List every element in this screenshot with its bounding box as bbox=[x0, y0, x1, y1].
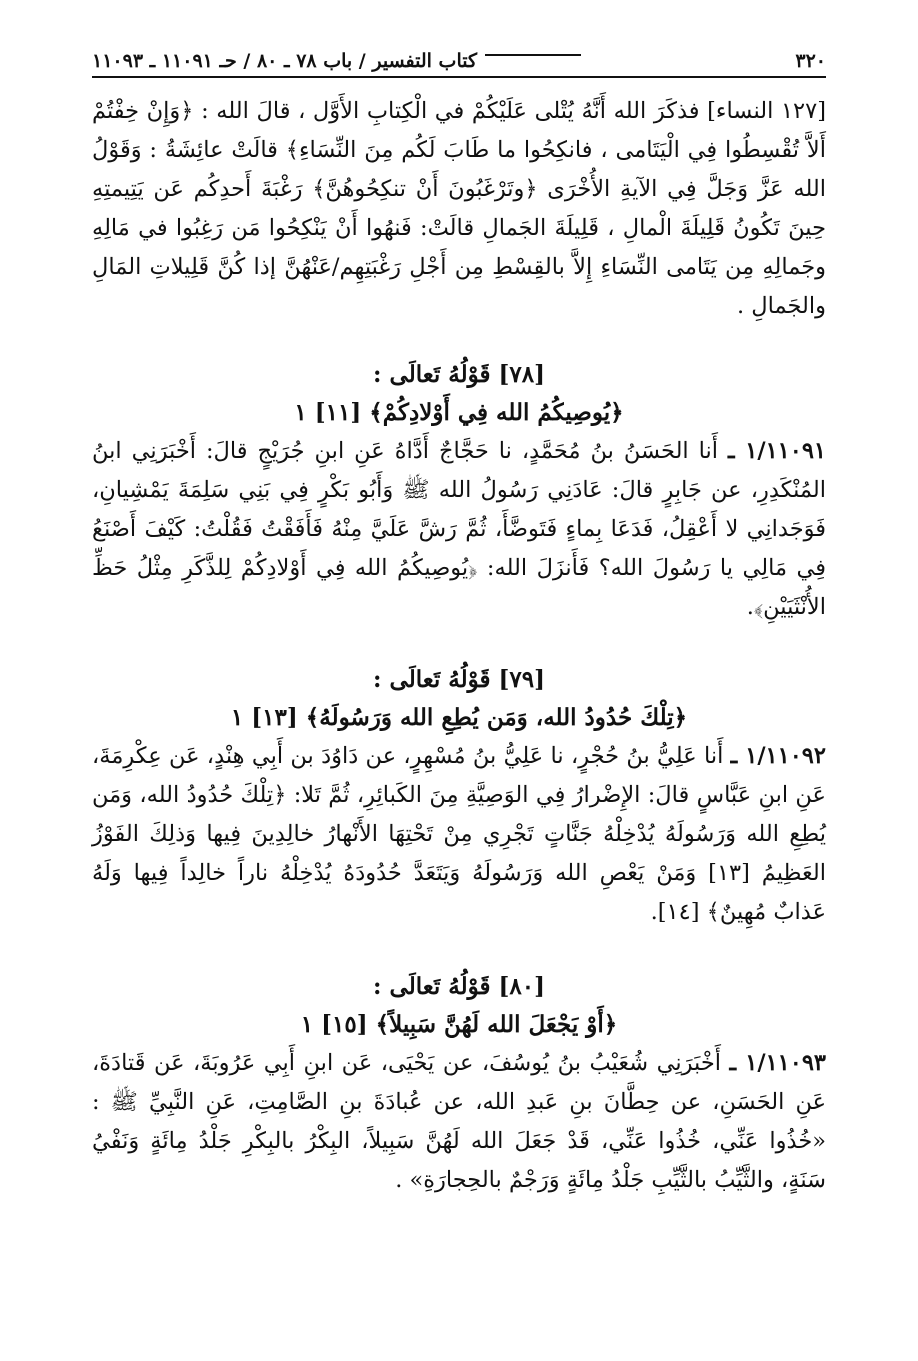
section-78 bbox=[92, 356, 826, 627]
section-heading: [٧٩] قَوْلُهُ تَعالَى : bbox=[373, 666, 545, 693]
hadith-text: أَنا عَلِيُّ بنُ حُجْرٍ، نا عَلِيُّ بنُ مُسْهِرٍ، عن دَاوُدَ بن أَبِي هِنْدٍ، عَن عِكْرِمَةَ، عَنِ ابنِ عَبَّاسٍ قالَ: الإِضْرارُ فِي الوَصِيَّةِ مِنَ الكَبائِرِ، ثُمَّ تَلا: ﴿تِلْكَ حُدُودُ الله، وَمَن يُطِعِ الله وَرَسُولَهُ يُدْخِلْهُ جَنَّاتٍ تَجْرِي مِنْ تَحْتِهَا الأَنْهارُ خالِدِينَ فِيها وَذلِكَ الفَوْزُ العَظِيمُ [١٣] وَمَنْ يَعْصِ الله وَرَسُولَهُ وَيَتَعَدَّ حُدُودَهُ يُدْخِلْهُ ناراً خالِداً فِيها وَلَهُ عَذابٌ مُهِينٌ﴾ [١٤]. bbox=[92, 743, 826, 925]
intro-paragraph: [١٢٧ النساء] فذكَرَ الله أَنَّهُ يُتْلى عَلَيْكُمْ في الْكِتابِ الأَوَّل ، قالَ الله : ﴿وَإِنْ خِفْتُمْ أَلاَّ تُقْسِطُوا فِي الْيَتَامى ، فانكِحُوا ما طَابَ لَكُم مِنَ النِّسَاءِ﴾ قالَتْ عائِشَةُ : وَقَوْلُ الله عَزَّ وَجَلَّ فِي الآيةِ الأُخْرَى ﴿وتَرْغَبُونَ أَنْ تنكِحُوهُنَّ﴾ رَغْبَةَ أَحدِكُم عَن يَتِيمتِهِ حِينَ تَكُونُ قَلِيلَةَ الْمالِ ، قَلِيلَةَ الجَمالِ قالَتْ: فَنهُوا أَنْ يَنْكِحُوا مَن رَغِبُوا في مَالِهِ وجَمالِهِ مِن يَتَامى النِّسَاءِ إِلاَّ بالقِسْطِ مِن أَجْلِ رَغْبَتِهِم/عَنْهُنَّ إذا كُنَّ قَلِيلاتِ المَالِ والجَمالِ . bbox=[92, 98, 826, 319]
section-heading: [٨٠] قَوْلُهُ تَعالَى : bbox=[373, 973, 545, 1000]
section-80 bbox=[92, 968, 826, 1200]
verse-heading: ﴿تِلْكَ حُدُودُ الله، وَمَن يُطِعِ الله وَرَسُولَهُ﴾ [١٣] ١ bbox=[230, 704, 688, 731]
section-heading: [٧٨] قَوْلُهُ تَعالَى : bbox=[373, 361, 545, 388]
hadith-11092 bbox=[92, 737, 826, 932]
header-dash-rule bbox=[485, 54, 581, 56]
verse-heading: ﴿يُوصِيكُمُ الله فِي أَوْلادِكُمْ﴾ [١١] ١ bbox=[294, 399, 624, 426]
hadith-11093 bbox=[92, 1044, 826, 1200]
verse-heading: ﴿أَوْ يَجْعَلَ الله لَهُنَّ سَبِيلاً﴾ [١٥] ١ bbox=[300, 1011, 618, 1038]
hadith-number: ١/١١٠٩١ ـ bbox=[728, 438, 826, 464]
hadith-text: أَنا الحَسَنُ بنُ مُحَمَّدٍ، نا حَجَّاجٌ أَدَّاهُ عَنِ ابنِ جُرَيْجٍ قالَ: أَخْبَرَنِي ابنُ المُنْكَدِرِ، عن جَابِرٍ قالَ: عَادَنِي رَسُولُ الله ﷺ وَأَبُو بَكْرٍ فِي بَنِي سَلِمَةَ يَمْشِيانِ، فَوَجَدانِي لا أَعْقِلُ، فَدَعَا بِماءٍ فَتَوضَّأَ، ثُمَّ رَشَّ عَلَيَّ مِنْهُ فَأَفَقْتُ فَقُلْتُ: كَيْفَ أَصْنَعُ فِي مَالِي يا رَسُولَ الله؟ فَأَنزَلَ الله: ﴿يُوصِيكُمُ الله فِي أَوْلادِكُمْ لِلذَّكَرِ مِثْلُ حَظِّ الأُنْثَيَيْنِ﴾. bbox=[92, 438, 826, 620]
page-number: ٣٢٠ bbox=[795, 50, 826, 72]
running-title: كتاب التفسير / باب ٧٨ ـ ٨٠ / حـ ١١٠٩١ ـ ١١٠٩٣ bbox=[92, 50, 478, 72]
running-head bbox=[92, 48, 826, 74]
header-rule bbox=[92, 76, 826, 78]
hadith-text: أَخْبَرَنِي شُعَيْبُ بنُ يُوسُفَ، عن يَحْيَى، عَن ابنِ أَبِي عَرُوبَةَ، عَن قَتادَةَ، عَنِ الحَسَنِ، عن حِطَّانَ بنِ عَبدِ الله، عن عُبادَةَ بنِ الصَّامِتِ، عَنِ النَّبِيِّ ﷺ : «خُذُوا عَنِّي، خُذُوا عَنِّي، قَدْ جَعَلَ الله لَهُنَّ سَبِيلاً، البِكْرُ بالبِكْرِ جَلْدُ مِائَةٍ وَنَفْيُ سَنَةٍ، والثَّيِّبُ بالثَّيِّبِ جَلْدُ مِائَةٍ وَرَجْمٌ بالحِجارَةِ» . bbox=[92, 1050, 826, 1193]
hadith-11091 bbox=[92, 432, 826, 627]
hadith-number: ١/١١٠٩٢ ـ bbox=[730, 743, 826, 769]
section-79 bbox=[92, 661, 826, 932]
hadith-number: ١/١١٠٩٣ ـ bbox=[729, 1050, 826, 1076]
